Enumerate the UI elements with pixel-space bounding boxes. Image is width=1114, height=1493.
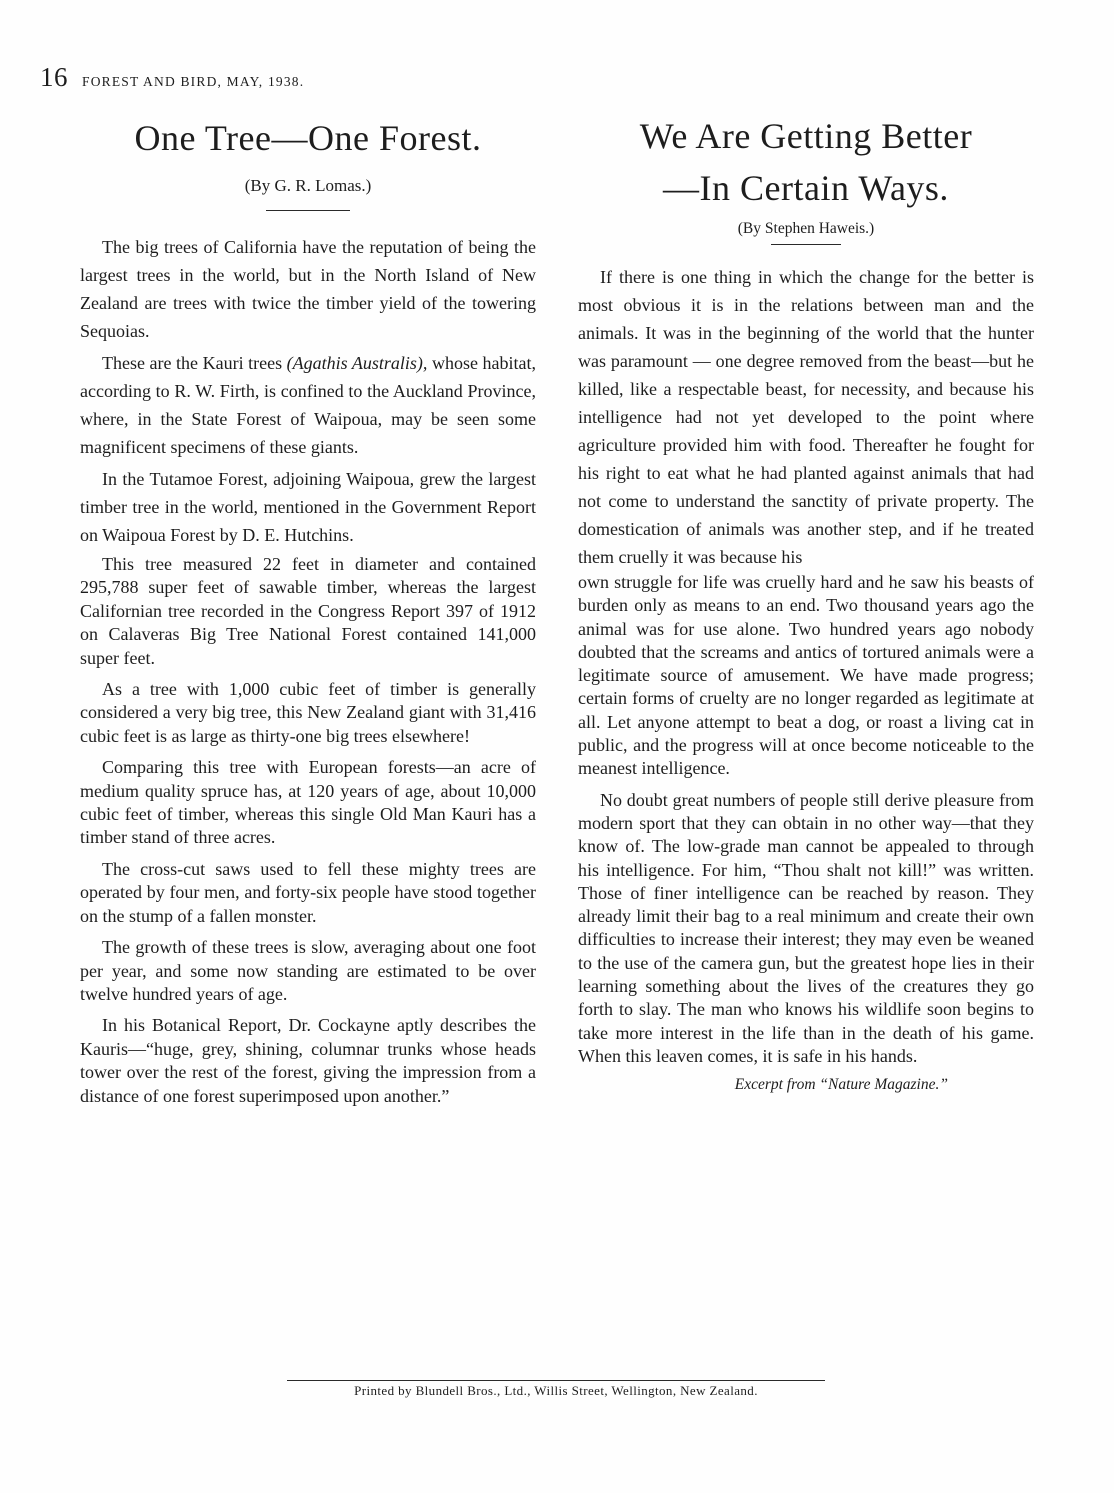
paragraph-kauri-start: These are the Kauri trees <box>102 353 287 373</box>
right-article-body <box>578 263 1034 1068</box>
paragraph: In his Botanical Report, Dr. Cockayne aptly describes the Kauris—“huge, grey, shining, columnar trunks whose heads tower over the rest of the forest, giving the impression from a distance of one forest superimposed upon another.” <box>80 1015 536 1106</box>
left-article-title: One Tree—One Forest. <box>134 118 482 158</box>
paragraph: No doubt great numbers of people still derive pleasure from modern sport that they can obtain in no other way—that they know of. The low-grade man cannot be appealed to through his intelligence. For him, “Thou shalt not kill!” was written. Those of finer intelligence can be reached by reason. They already limit their bag to a real minimum and create their own difficulties to increase their interest; they may even be weaned to the use of the camera gun, but the greatest hope lies in their learning something about the lives of the creatures they go forth to slay. The man who knows his wildlife soon begins to take more interest in the life than in the death of his game. When this leaven comes, it is safe in his hands. <box>578 789 1034 1066</box>
paragraph: The cross-cut saws used to fell these mighty trees are operated by four men, and forty-six people have stood together on the stump of a fallen monster. <box>80 858 536 926</box>
paragraph: This tree measured 22 feet in diameter and contained 295,788 super feet of sawable timber, whereas the largest Californian tree recorded in the Congress Report 397 of 1912 on Calaveras Big Tree National Forest contained 141,000 super feet. <box>80 554 536 668</box>
left-article-byline: (By G. R. Lomas.) <box>244 176 372 195</box>
right-article-title <box>578 110 1034 214</box>
right-article <box>578 110 1034 1094</box>
title-divider <box>266 210 350 211</box>
paragraph-kauri-rest: whose habitat, according to R. W. Firth, is confined to the Auckland Province, where, in the State Forest of Waipoua, may be seen some magnificent specimens of these giants. <box>80 353 536 457</box>
journal-issue-line: FOREST AND BIRD, MAY, 1938. <box>82 74 305 89</box>
page-number: 16 <box>40 62 68 92</box>
running-head <box>40 62 304 93</box>
right-article-title-line1: We Are Getting Better <box>639 116 973 156</box>
title-divider <box>771 244 841 245</box>
paragraph: The big trees of California have the reputation of being the largest trees in the world, but in the North Island of New Zealand are trees with twice the timber yield of the towering Sequoias. <box>80 237 536 341</box>
left-article <box>80 110 536 1116</box>
paragraph: The growth of these trees is slow, averaging about one foot per year, and some now standing are estimated to be over twelve hundred years of age. <box>80 937 536 1004</box>
paragraph: As a tree with 1,000 cubic feet of timber is generally considered a very big tree, this New Zealand giant with 31,416 cubic feet is as large as thirty-one big trees elsewhere! <box>80 679 536 746</box>
left-article-body <box>80 233 536 1108</box>
paragraph-continued: own struggle for life was cruelly hard and he saw his beasts of burden only as means to an end. Two thousand years ago the animal was for use alone. Two hundred years ago nobody doubted that the screams and antics of tortured animals were a legitimate source of amusement. We have made progress; certain forms of cruelty are no longer regarded as legitimate at all. Let anyone attempt to beat a dog, or roast a living cat in public, and the progress will at once become noticeable to the meanest intelligence. <box>578 572 1034 779</box>
paragraph: In the Tutamoe Forest, adjoining Waipoua, grew the largest timber tree in the world, mentioned in the Government Report on Waipoua Forest by D. E. Hutchins. <box>80 469 536 545</box>
footer-divider <box>287 1380 825 1381</box>
right-article-byline: (By Stephen Haweis.) <box>737 220 875 237</box>
paragraph: If there is one thing in which the change for the better is most obvious it is in the relations between man and the animals. It was in the beginning of the world that the hunter was paramount — one degree removed from the beast—but he killed, like a respectable beast, for necessity, and because his intelligence had not yet developed to the point where agriculture provided him with food. Thereafter he fought for his right to eat what he had planted against animals that had not come to understand the sanctity of private property. The domestication of animals was another step, and if he treated them cruelly it was because his <box>578 267 1034 567</box>
latin-name: (Agathis Australis), <box>286 353 428 373</box>
right-article-title-line2: —In Certain Ways. <box>663 168 949 208</box>
printer-imprint: Printed by Blundell Bros., Ltd., Willis Street, Wellington, New Zealand. <box>354 1383 758 1398</box>
paragraph-kauri <box>80 349 536 461</box>
paragraph: Comparing this tree with European forests—an acre of medium quality spruce has, at 120 years of age, about 10,000 cubic feet of timber, whereas this single Old Man Kauri has a timber stand of three acres. <box>80 757 536 848</box>
article-source-attribution: Excerpt from “Nature Magazine.” <box>734 1076 948 1094</box>
